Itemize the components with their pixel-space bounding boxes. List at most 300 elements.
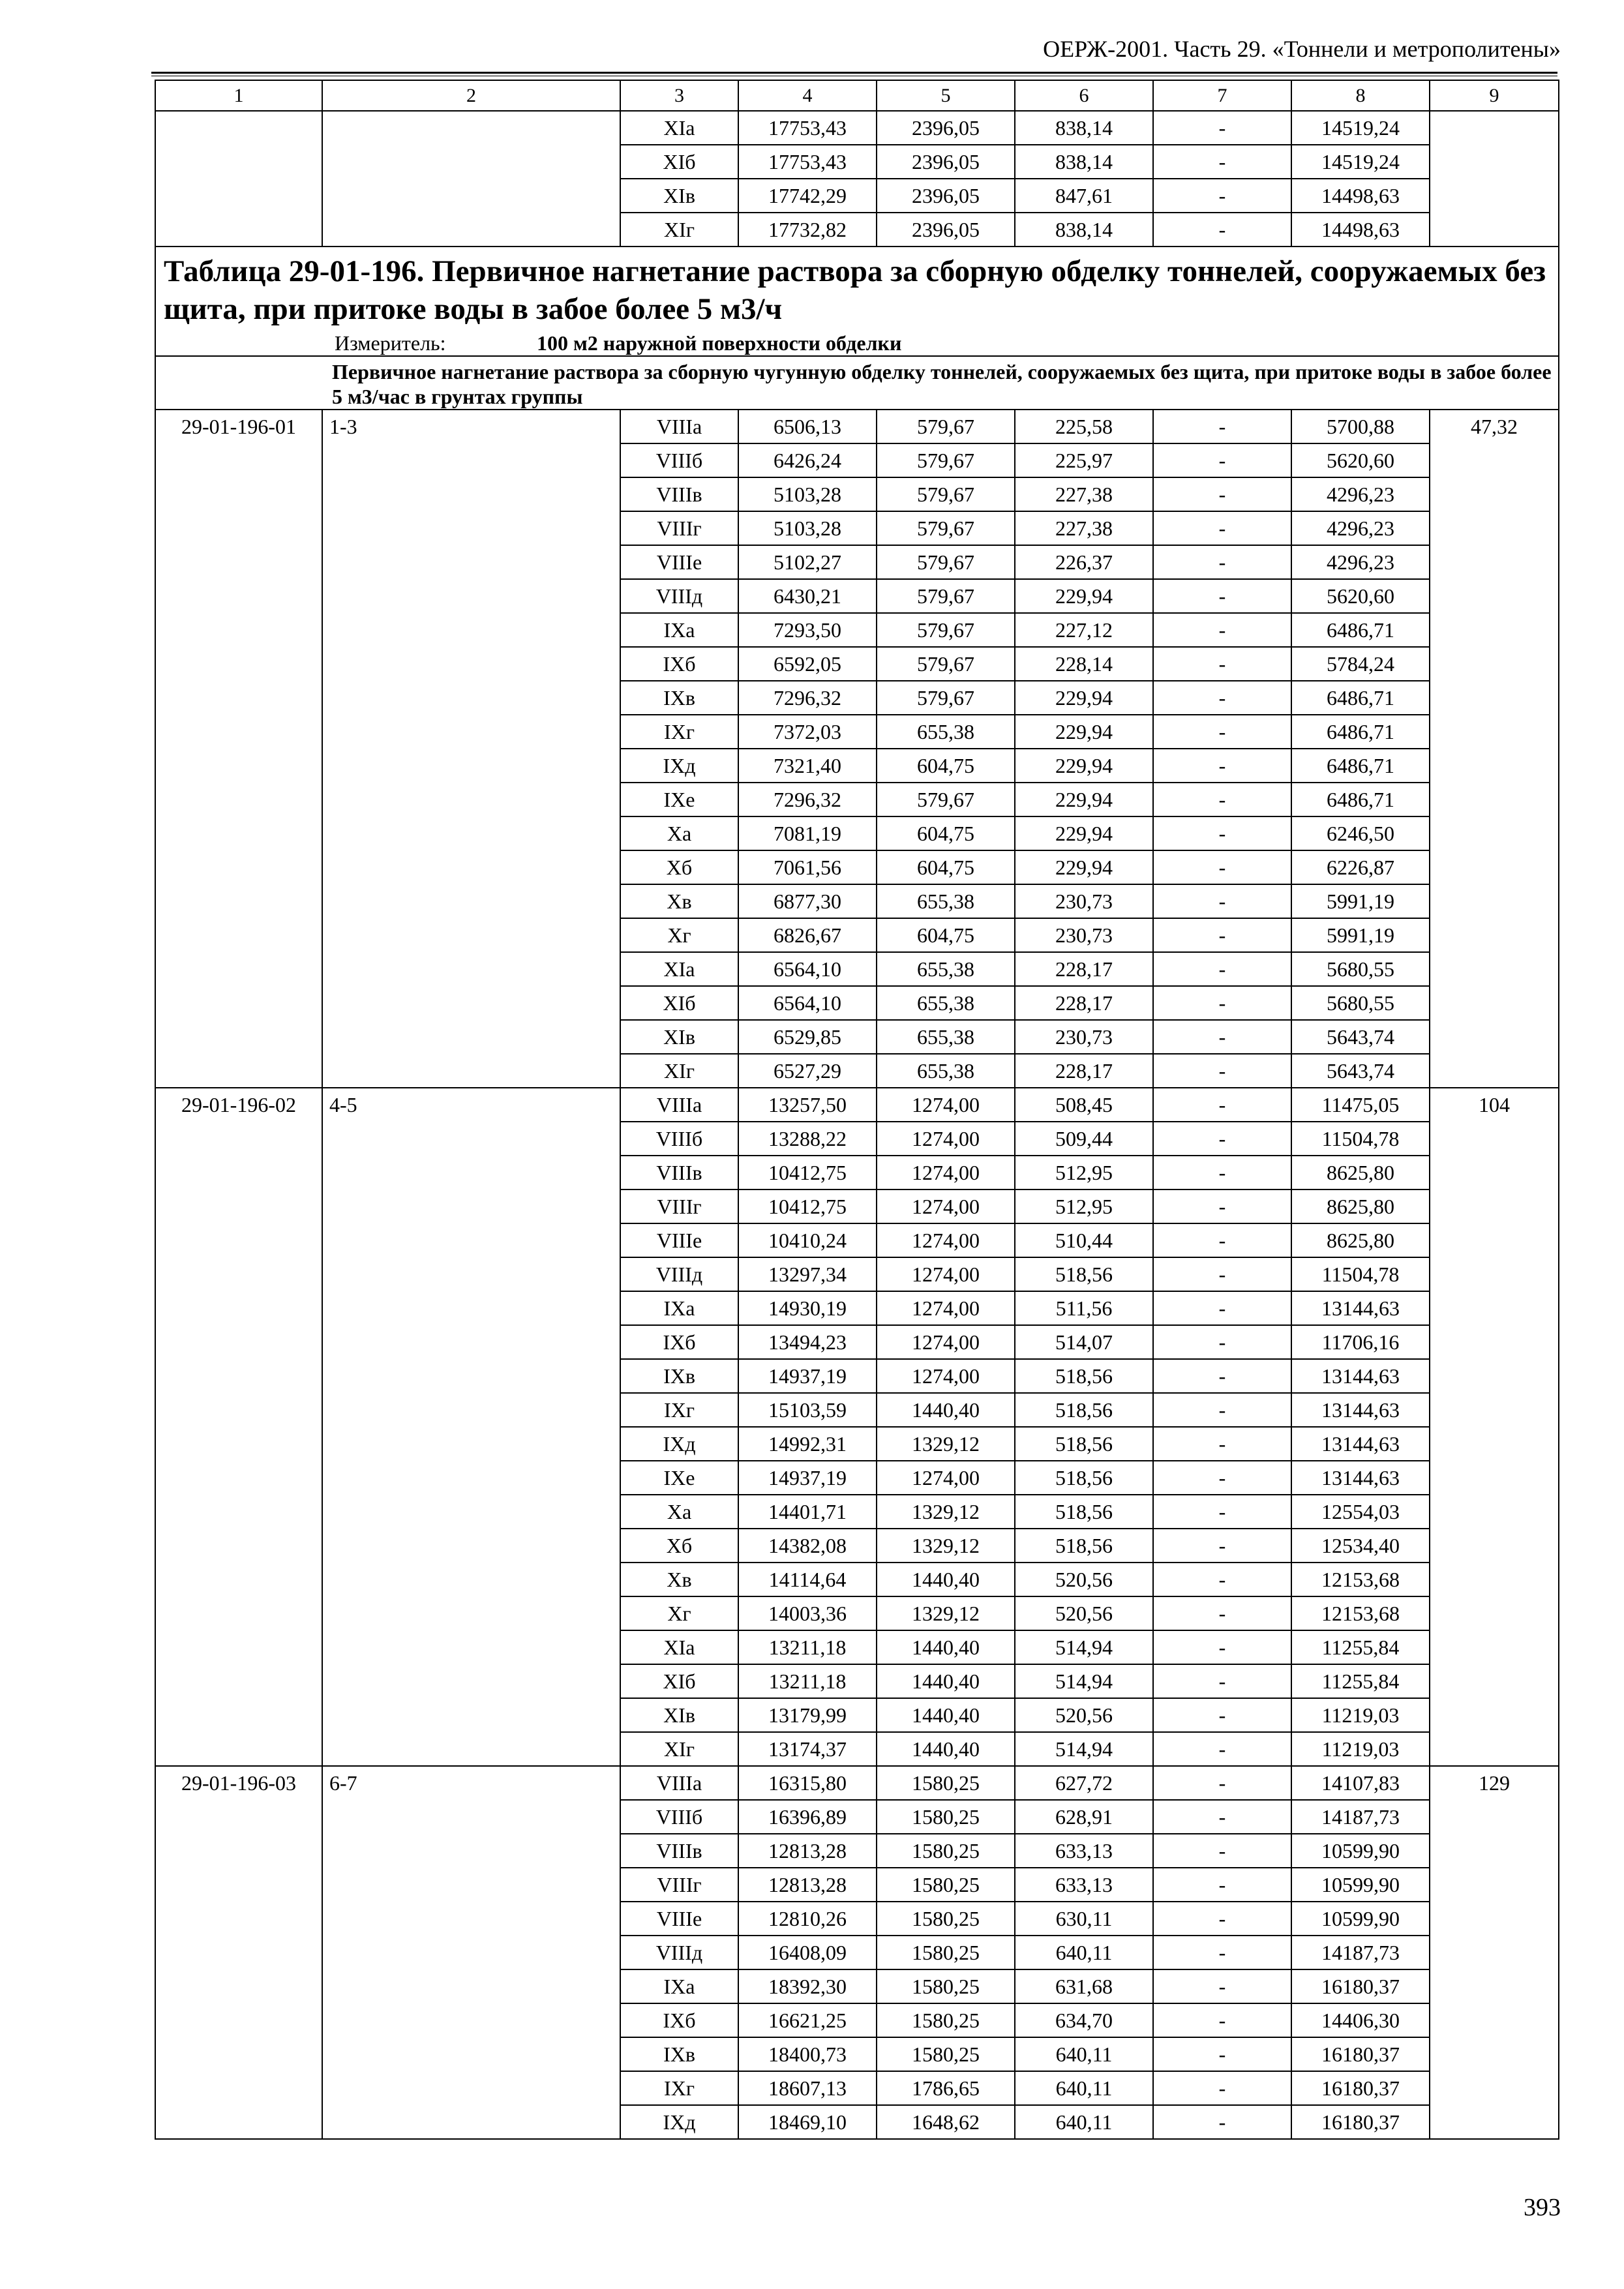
value-cell: 5680,55 — [1291, 952, 1430, 986]
value-cell: 8625,80 — [1291, 1189, 1430, 1223]
value-cell: 1274,00 — [877, 1257, 1015, 1291]
value-cell: 1274,00 — [877, 1088, 1015, 1122]
value-cell: 10599,90 — [1291, 1868, 1430, 1902]
value-cell: 14406,30 — [1291, 2003, 1430, 2037]
value-cell: 579,67 — [877, 410, 1015, 443]
value-cell: IXв — [620, 2037, 738, 2071]
value-cell: 6527,29 — [738, 1054, 877, 1088]
value-cell: 633,13 — [1015, 1834, 1153, 1868]
value-cell: - — [1153, 1156, 1291, 1189]
value-cell: 518,56 — [1015, 1257, 1153, 1291]
value-cell: 225,97 — [1015, 443, 1153, 477]
value-cell: 13211,18 — [738, 1664, 877, 1698]
value-cell: 508,45 — [1015, 1088, 1153, 1122]
value-cell: IXг — [620, 1393, 738, 1427]
value-cell: - — [1153, 2003, 1291, 2037]
col-number: 4 — [738, 80, 877, 111]
value-cell: VIIIв — [620, 477, 738, 511]
value-cell: 226,37 — [1015, 545, 1153, 579]
value-cell: - — [1153, 783, 1291, 816]
value-cell: - — [1153, 1189, 1291, 1223]
value-cell: 14498,63 — [1291, 179, 1430, 213]
value-cell: 1274,00 — [877, 1189, 1015, 1223]
value-cell: 13179,99 — [738, 1698, 877, 1732]
value-cell: IXа — [620, 1291, 738, 1325]
value-cell: 11706,16 — [1291, 1325, 1430, 1359]
value-cell: 1274,00 — [877, 1156, 1015, 1189]
value-cell: 229,94 — [1015, 579, 1153, 613]
value-cell: 847,61 — [1015, 179, 1153, 213]
value-cell: 6592,05 — [738, 647, 877, 681]
value-cell: - — [1153, 1969, 1291, 2003]
value-cell: 5103,28 — [738, 511, 877, 545]
value-cell: - — [1153, 145, 1291, 179]
value-cell: Xг — [620, 1596, 738, 1630]
value-cell: 12813,28 — [738, 1834, 877, 1868]
value-cell: IXб — [620, 1325, 738, 1359]
value-cell: 518,56 — [1015, 1427, 1153, 1461]
value-cell: VIIIб — [620, 1800, 738, 1834]
value-cell: - — [1153, 1630, 1291, 1664]
value-cell: 228,17 — [1015, 986, 1153, 1020]
value-cell: 13174,37 — [738, 1732, 877, 1766]
value-cell: 6486,71 — [1291, 783, 1430, 816]
value-cell: 230,73 — [1015, 918, 1153, 952]
value-cell: 11255,84 — [1291, 1664, 1430, 1698]
value-cell: 1274,00 — [877, 1291, 1015, 1325]
value-cell: 1274,00 — [877, 1461, 1015, 1495]
value-cell: 16180,37 — [1291, 2071, 1430, 2105]
value-cell: VIIIг — [620, 1868, 738, 1902]
value-cell: - — [1153, 1529, 1291, 1563]
value-cell: - — [1153, 1868, 1291, 1902]
value-cell: 14107,83 — [1291, 1766, 1430, 1800]
value-cell: 16315,80 — [738, 1766, 877, 1800]
value-cell: XIа — [620, 952, 738, 986]
value-cell: 7061,56 — [738, 850, 877, 884]
value-cell: VIIIа — [620, 1766, 738, 1800]
value-cell: 12153,68 — [1291, 1596, 1430, 1630]
col-number: 5 — [877, 80, 1015, 111]
col-number: 1 — [155, 80, 322, 111]
value-cell: 14937,19 — [738, 1461, 877, 1495]
value-cell: 634,70 — [1015, 2003, 1153, 2037]
value-cell: 630,11 — [1015, 1902, 1153, 1936]
table-row — [155, 111, 1559, 145]
value-cell: 17753,43 — [738, 145, 877, 179]
value-cell: 2396,05 — [877, 145, 1015, 179]
table-title: Таблица 29-01-196. Первичное нагнетание раствора за сборную обделку тоннелей, сооружаемых без щита, при притоке воды в забое более 5 м3/ч — [164, 254, 1546, 326]
value-cell: 5643,74 — [1291, 1020, 1430, 1054]
value-cell: IXг — [620, 2071, 738, 2105]
value-cell: VIIIг — [620, 1189, 738, 1223]
value-cell: 5620,60 — [1291, 443, 1430, 477]
value-cell: 655,38 — [877, 715, 1015, 749]
value-cell: 6246,50 — [1291, 816, 1430, 850]
value-cell: 225,58 — [1015, 410, 1153, 443]
rates-table — [155, 80, 1559, 2140]
value-cell: 514,94 — [1015, 1630, 1153, 1664]
value-cell: 5991,19 — [1291, 884, 1430, 918]
value-cell: 17732,82 — [738, 213, 877, 247]
value-cell: 5784,24 — [1291, 647, 1430, 681]
col-number: 8 — [1291, 80, 1430, 111]
value-cell: 1648,62 — [877, 2105, 1015, 2139]
col-number: 3 — [620, 80, 738, 111]
value-cell: 604,75 — [877, 749, 1015, 783]
value-cell: 2396,05 — [877, 111, 1015, 145]
col-number: 2 — [322, 80, 620, 111]
value-cell: 7372,03 — [738, 715, 877, 749]
value-cell: 579,67 — [877, 681, 1015, 715]
value-cell: IXд — [620, 1427, 738, 1461]
value-cell: 5102,27 — [738, 545, 877, 579]
value-cell: - — [1153, 1596, 1291, 1630]
value-cell: 579,67 — [877, 511, 1015, 545]
value-cell: 18469,10 — [738, 2105, 877, 2139]
value-cell: 512,95 — [1015, 1189, 1153, 1223]
value-cell: Xг — [620, 918, 738, 952]
value-cell: 13144,63 — [1291, 1393, 1430, 1427]
value-cell: Xв — [620, 884, 738, 918]
value-cell: 6564,10 — [738, 986, 877, 1020]
value-cell: VIIIд — [620, 1257, 738, 1291]
value-cell: - — [1153, 443, 1291, 477]
value-cell: 6826,67 — [738, 918, 877, 952]
value-cell: 14498,63 — [1291, 213, 1430, 247]
value-cell: 228,17 — [1015, 1054, 1153, 1088]
table-row — [155, 1766, 1559, 1800]
value-cell: VIIIд — [620, 1936, 738, 1969]
value-cell: 13144,63 — [1291, 1291, 1430, 1325]
value-cell: 11219,03 — [1291, 1698, 1430, 1732]
value-cell: 514,94 — [1015, 1664, 1153, 1698]
value-cell: 628,91 — [1015, 1800, 1153, 1834]
value-cell: VIIIд — [620, 579, 738, 613]
value-cell: Xв — [620, 1563, 738, 1596]
value-cell: 11219,03 — [1291, 1732, 1430, 1766]
value-cell: IXд — [620, 749, 738, 783]
value-cell: 5643,74 — [1291, 1054, 1430, 1088]
rate-code: 29-01-196-01 — [155, 410, 322, 1088]
value-cell: 520,56 — [1015, 1698, 1153, 1732]
value-cell: 7296,32 — [738, 681, 877, 715]
value-cell: 838,14 — [1015, 145, 1153, 179]
value-cell: 17742,29 — [738, 179, 877, 213]
value-cell: XIб — [620, 1664, 738, 1698]
value-cell: 8625,80 — [1291, 1223, 1430, 1257]
value-cell: 1440,40 — [877, 1732, 1015, 1766]
value-cell: 1440,40 — [877, 1563, 1015, 1596]
value-cell: 1786,65 — [877, 2071, 1015, 2105]
value-cell: - — [1153, 715, 1291, 749]
value-cell: 1440,40 — [877, 1393, 1015, 1427]
value-cell: 11475,05 — [1291, 1088, 1430, 1122]
code-cell-empty — [155, 111, 322, 247]
value-cell: XIа — [620, 111, 738, 145]
value-cell: 16408,09 — [738, 1936, 877, 1969]
table-title-row — [155, 247, 1559, 356]
value-cell: 640,11 — [1015, 1936, 1153, 1969]
value-cell: 655,38 — [877, 884, 1015, 918]
value-cell: 18400,73 — [738, 2037, 877, 2071]
value-cell: - — [1153, 986, 1291, 1020]
value-cell: 631,68 — [1015, 1969, 1153, 2003]
value-cell: - — [1153, 1359, 1291, 1393]
value-cell: 13144,63 — [1291, 1461, 1430, 1495]
value-cell: 655,38 — [877, 952, 1015, 986]
value-cell: XIа — [620, 1630, 738, 1664]
value-cell: 14937,19 — [738, 1359, 877, 1393]
value-cell: IXв — [620, 681, 738, 715]
value-cell: 8625,80 — [1291, 1156, 1430, 1189]
value-cell: IXг — [620, 715, 738, 749]
value-cell: 7081,19 — [738, 816, 877, 850]
value-cell: - — [1153, 511, 1291, 545]
value-cell: 227,38 — [1015, 511, 1153, 545]
value-cell: - — [1153, 1834, 1291, 1868]
value-cell: 14114,64 — [738, 1563, 877, 1596]
value-cell: - — [1153, 918, 1291, 952]
value-cell: 579,67 — [877, 783, 1015, 816]
value-cell: VIIIб — [620, 1122, 738, 1156]
value-cell: 518,56 — [1015, 1359, 1153, 1393]
value-cell: VIIIб — [620, 443, 738, 477]
value-cell: 655,38 — [877, 1020, 1015, 1054]
value-cell: 18392,30 — [738, 1969, 877, 2003]
value-cell: 10599,90 — [1291, 1902, 1430, 1936]
value-cell: 12153,68 — [1291, 1563, 1430, 1596]
value-cell: - — [1153, 647, 1291, 681]
value-cell: 1440,40 — [877, 1630, 1015, 1664]
value-cell: 4296,23 — [1291, 477, 1430, 511]
value-cell: VIIIв — [620, 1834, 738, 1868]
value-cell: 604,75 — [877, 850, 1015, 884]
value-cell: 5680,55 — [1291, 986, 1430, 1020]
value-cell: VIIIв — [620, 1156, 738, 1189]
value-cell: VIIIг — [620, 511, 738, 545]
value-cell: 14401,71 — [738, 1495, 877, 1529]
value-cell: 227,12 — [1015, 613, 1153, 647]
value-cell: 229,94 — [1015, 783, 1153, 816]
value-cell: 838,14 — [1015, 111, 1153, 145]
value-cell: Xб — [620, 850, 738, 884]
value-cell: IXе — [620, 783, 738, 816]
value-cell: 5103,28 — [738, 477, 877, 511]
value-cell: XIг — [620, 1732, 738, 1766]
value-cell: - — [1153, 2105, 1291, 2139]
value-cell: IXд — [620, 2105, 738, 2139]
value-cell: - — [1153, 1732, 1291, 1766]
value-cell: IXб — [620, 2003, 738, 2037]
value-cell: - — [1153, 477, 1291, 511]
value-cell: - — [1153, 952, 1291, 986]
table-title-cell — [155, 247, 1559, 356]
page-number: 393 — [1524, 2194, 1561, 2221]
value-cell: 655,38 — [877, 1054, 1015, 1088]
value-cell: - — [1153, 884, 1291, 918]
value-cell: 16180,37 — [1291, 2105, 1430, 2139]
value-cell: - — [1153, 111, 1291, 145]
value-cell: Xа — [620, 816, 738, 850]
value-cell: 228,14 — [1015, 647, 1153, 681]
value-cell: 1580,25 — [877, 1902, 1015, 1936]
value-cell: 579,67 — [877, 443, 1015, 477]
value-cell: 518,56 — [1015, 1461, 1153, 1495]
value-cell: - — [1153, 1257, 1291, 1291]
value-cell: IXб — [620, 647, 738, 681]
soil-cell-empty — [322, 111, 620, 247]
value-cell: - — [1153, 1461, 1291, 1495]
value-cell: 640,11 — [1015, 2037, 1153, 2071]
value-cell: 2396,05 — [877, 179, 1015, 213]
value-cell: 1274,00 — [877, 1223, 1015, 1257]
value-cell: - — [1153, 1936, 1291, 1969]
measure-line — [164, 331, 1558, 355]
measure-label: Измеритель: — [335, 331, 446, 355]
value-cell: 520,56 — [1015, 1563, 1153, 1596]
value-cell: 579,67 — [877, 647, 1015, 681]
value-cell: 655,38 — [877, 986, 1015, 1020]
value-cell: - — [1153, 1291, 1291, 1325]
soil-group: 4-5 — [322, 1088, 620, 1766]
value-cell: 509,44 — [1015, 1122, 1153, 1156]
value-cell: - — [1153, 1020, 1291, 1054]
value-cell: 14930,19 — [738, 1291, 877, 1325]
value-cell: 1329,12 — [877, 1529, 1015, 1563]
value-cell: XIв — [620, 1020, 738, 1054]
value-cell: 4296,23 — [1291, 511, 1430, 545]
value-cell: - — [1153, 1800, 1291, 1834]
value-cell: 1329,12 — [877, 1596, 1015, 1630]
value-cell: 5991,19 — [1291, 918, 1430, 952]
value-cell: 7296,32 — [738, 783, 877, 816]
value-cell: 6877,30 — [738, 884, 877, 918]
value-cell: 13297,34 — [738, 1257, 877, 1291]
value-cell: 518,56 — [1015, 1529, 1153, 1563]
value-cell: 5620,60 — [1291, 579, 1430, 613]
value-cell: 229,94 — [1015, 850, 1153, 884]
value-cell: 1440,40 — [877, 1698, 1015, 1732]
value-cell: - — [1153, 1054, 1291, 1088]
value-cell: - — [1153, 1122, 1291, 1156]
col9-value: 129 — [1430, 1766, 1559, 2139]
soil-group: 1-3 — [322, 410, 620, 1088]
col9-value: 104 — [1430, 1088, 1559, 1766]
value-cell: 1274,00 — [877, 1359, 1015, 1393]
value-cell: 7321,40 — [738, 749, 877, 783]
value-cell: 14382,08 — [738, 1529, 877, 1563]
value-cell: 16621,25 — [738, 2003, 877, 2037]
value-cell: - — [1153, 1495, 1291, 1529]
rate-code: 29-01-196-03 — [155, 1766, 322, 2139]
value-cell: 579,67 — [877, 579, 1015, 613]
value-cell: 6529,85 — [738, 1020, 877, 1054]
value-cell: 604,75 — [877, 816, 1015, 850]
value-cell: 11255,84 — [1291, 1630, 1430, 1664]
value-cell: 579,67 — [877, 477, 1015, 511]
value-cell: 1580,25 — [877, 1834, 1015, 1868]
value-cell: - — [1153, 179, 1291, 213]
value-cell: - — [1153, 1427, 1291, 1461]
value-cell: 640,11 — [1015, 2105, 1153, 2139]
value-cell: 6486,71 — [1291, 749, 1430, 783]
col9-value: 47,32 — [1430, 410, 1559, 1088]
value-cell: 13144,63 — [1291, 1359, 1430, 1393]
value-cell: - — [1153, 410, 1291, 443]
value-cell: 1274,00 — [877, 1325, 1015, 1359]
col9-cell-empty — [1430, 111, 1559, 247]
table-row — [155, 1088, 1559, 1122]
value-cell: 511,56 — [1015, 1291, 1153, 1325]
column-number-row — [155, 80, 1559, 111]
value-cell: 10412,75 — [738, 1189, 877, 1223]
value-cell: - — [1153, 579, 1291, 613]
value-cell: 12554,03 — [1291, 1495, 1430, 1529]
value-cell: 1440,40 — [877, 1664, 1015, 1698]
value-cell: Xб — [620, 1529, 738, 1563]
value-cell: XIв — [620, 179, 738, 213]
value-cell: - — [1153, 545, 1291, 579]
value-cell: 16180,37 — [1291, 2037, 1430, 2071]
value-cell: 6506,13 — [738, 410, 877, 443]
value-cell: - — [1153, 1088, 1291, 1122]
value-cell: 14187,73 — [1291, 1936, 1430, 1969]
value-cell: 13288,22 — [738, 1122, 877, 1156]
value-cell: 518,56 — [1015, 1393, 1153, 1427]
value-cell: 16180,37 — [1291, 1969, 1430, 2003]
value-cell: 1274,00 — [877, 1122, 1015, 1156]
value-cell: 228,17 — [1015, 952, 1153, 986]
value-cell: - — [1153, 613, 1291, 647]
value-cell: 14992,31 — [738, 1427, 877, 1461]
col-number: 6 — [1015, 80, 1153, 111]
value-cell: - — [1153, 850, 1291, 884]
value-cell: 16396,89 — [738, 1800, 877, 1834]
value-cell: 579,67 — [877, 545, 1015, 579]
value-cell: 13144,63 — [1291, 1427, 1430, 1461]
value-cell: 17753,43 — [738, 111, 877, 145]
value-cell: VIIIе — [620, 1902, 738, 1936]
value-cell: VIIIе — [620, 1223, 738, 1257]
value-cell: VIIIе — [620, 545, 738, 579]
value-cell: 10410,24 — [738, 1223, 877, 1257]
value-cell: 640,11 — [1015, 2071, 1153, 2105]
value-cell: - — [1153, 2037, 1291, 2071]
value-cell: 6564,10 — [738, 952, 877, 986]
header-rule — [151, 72, 1557, 74]
value-cell: XIг — [620, 1054, 738, 1088]
value-cell: 13211,18 — [738, 1630, 877, 1664]
value-cell: 627,72 — [1015, 1766, 1153, 1800]
value-cell: 230,73 — [1015, 1020, 1153, 1054]
value-cell: 4296,23 — [1291, 545, 1430, 579]
value-cell: IXа — [620, 613, 738, 647]
value-cell: 6486,71 — [1291, 715, 1430, 749]
value-cell: 6430,21 — [738, 579, 877, 613]
value-cell: 1580,25 — [877, 1800, 1015, 1834]
col-number: 7 — [1153, 80, 1291, 111]
value-cell: 2396,05 — [877, 213, 1015, 247]
value-cell: XIб — [620, 986, 738, 1020]
value-cell: 838,14 — [1015, 213, 1153, 247]
value-cell: - — [1153, 213, 1291, 247]
value-cell: 1580,25 — [877, 1766, 1015, 1800]
value-cell: 6426,24 — [738, 443, 877, 477]
subtitle: Первичное нагнетание раствора за сборную чугунную обделку тоннелей, сооружаемых без щита, при притоке воды в забое более 5 м3/час в грунтах группы — [155, 356, 1559, 410]
value-cell: XIб — [620, 145, 738, 179]
value-cell: 227,38 — [1015, 477, 1153, 511]
